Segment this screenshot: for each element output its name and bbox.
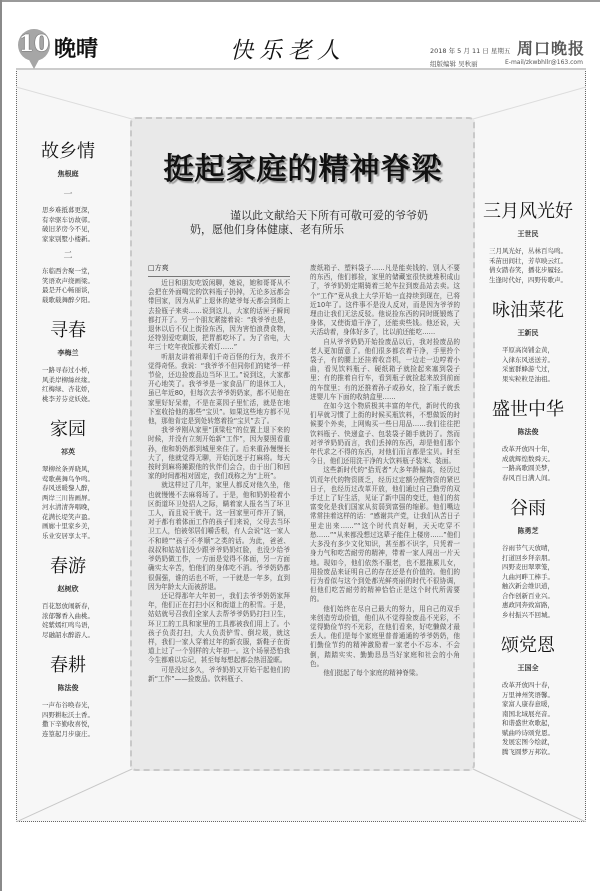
poem-author: 王世民 [517,230,539,238]
article-headline: 挺起家庭的精神脊梁 [163,152,443,187]
poem-title: 盛世中华 [492,399,564,420]
poem [478,398,578,483]
article-paragraph: 听朋友讲着祖辈们千奇百怪的行为，我并不觉得奇怪。我说：“我爷爷不但同你们的姥爷一样节俭，还边捡废品边当环卫工。”说到这，大家都开心地笑了。我爷爷是一家食品厂的退休工人，虽已年近80，但每次去爷爷奶奶家，都不见他在家里好好呆着，不是在菜园子里忙活，就是在地下室收拾他的那些“宝贝”。如果这些地方都不见他，那他肯定是到处转悠着捡“宝贝”去了。 [148,352,290,426]
poem-title: 春游 [50,556,86,577]
poem-line: 画廊十里家乡美， [42,522,94,530]
poem-title: 三月风光好 [483,201,573,222]
poem-title: 故乡情 [41,141,95,162]
poem-line: 惠政同奔致富路， [502,601,554,609]
poem-line: 改革开放四十年， [502,445,554,453]
poem-line: 两岸三川皆画屏。 [42,493,94,502]
poem-line: 尽融韶水醉游人。 [42,630,94,639]
poem-line: 春风百日满人间。 [502,473,554,482]
poem-line: 春风送暖黎人醉， [42,484,94,492]
article-paragraph: 近日和朋友吃饭闲聊，她说，她和哥哥从不会把在外面喝完的饮料瓶子扔掉，无论多远都会带回家，因为从矿上退休的姥爷每天都会到街上去捡瓶子来卖……说到这儿，大家的话匣子瞬间都打开了。另一个朋友紧接着说：“我爷爷也是，退休以后不仅上街捡东西，因为害怕浪费食物，还特别爱吃剩饭，把胃都吃坏了。为了省电，大年三十吃年夜饭都关着灯……” [148,279,290,352]
issue-date: 2018 年 5 月 11 日 星期五 [430,47,511,55]
poem [22,555,114,640]
poem-line: 百花怒放闹新春， [42,602,94,610]
section-name: 晚晴 [54,36,99,62]
article-paragraph: 还记得那年大年初一，我们去爷爷奶奶家拜年，他们正在打扫小区和街道上的积雪。于是，姑姑就号召我们全家人去帮爷爷奶奶打扫卫生，环卫工的工具和家里的工具都被我们用上了。小孩子负责打扫，大人负责铲雪、倒垃圾，就这样，我们一家人穿着过年的新衣服，新鞋子在街道上过了一个别样的大年初一。这个场景恐怕我今生都难以忘记，甚至每每想起都会热泪盈眶。 [148,591,290,665]
poem-line: 合作创新百业兴。 [502,591,554,600]
poem-line: 四野麦田翠翠笼， [502,563,554,571]
poem-line: 腾飞圆梦万邦钦。 [502,747,554,756]
poem-line: 思乡难抵暮更深， [42,206,94,214]
poem-part-number: 二 [63,251,73,261]
feature-article [130,117,475,771]
article-paragraph: 我爷爷刚从家里“顶梁柱”的位置上退下来的时候，并没有立刻开始新“工作”，因为要照看重孙，他和奶奶都到城里来住了。后来重孙慢慢长大了，他就觉得无聊，开始沉迷于打麻将。每天按时到麻将摊跟他的伙伴们会合，由于出门和回家的时间都相对固定，我们戏称之为“上班”。 [148,426,290,481]
poem-line: 莺歌燕舞鸟争鸣。 [42,474,94,483]
poem-line: 花满长堤笑声盈。 [42,512,94,521]
poem-line: 成就辉煌数舜天。 [502,454,554,463]
poem-line: 风柔岸柳絲丝缘。 [42,375,94,384]
poem-author: 陈法俊 [57,684,79,692]
poem-line: 万里神州笑语馨。 [502,690,554,699]
poem-line: 一声布谷唤春光， [42,701,94,709]
poem-line: 破旧茅房今不见， [42,225,94,233]
left-border [0,0,2,891]
poem-line: 一路寻春过小桥， [42,366,94,374]
poem [22,418,114,541]
poem-title: 春耕 [50,655,86,676]
poem-line: 浓郁馨香入曲桃。 [42,611,94,620]
poem-line: 谷雨节气天放晴， [502,544,554,552]
poem-line: 九曲河畔工棒手。 [502,572,554,581]
poem-line: 倩女踏春笑，播花步履轻。 [489,266,567,274]
poem-line: 连篁起月步康庄。 [42,729,94,738]
poem-title: 谷雨 [510,498,546,519]
poem-line: 撒下辛勤收喜悦， [42,720,94,728]
article-paragraph: 就这样过了几年，家里人都反对他久坐，他也就慢慢不去麻将场了。于是，他和奶奶检着小区街道环卫处招人之际，瞒着家人报名当了环卫工人，而且说干就干。这一回家里可炸开了锅，对于都有着体面工作的孩子们来说，父母去当环卫工人，怕被邻居们嚼舌根，有人会说“这一家人不和睦”“孩子不孝顺”之类的话。为此，爸爸、叔叔和姑姑们没少跟爷爷奶奶红脸，也没少给爷爷奶奶做工作，一方面是觉得不体面，另一方面确实太辛苦，怕他们的身体吃不消。爷爷奶奶都很倔强，谁的话也不听，一干就是一年多，直到因为年龄太大而被辞退。 [148,481,290,591]
poem-line: 改革开放四十春， [502,681,554,689]
poem-line: 生逢时代好，四野传歌声。 [489,275,567,284]
poem-line: 赋曲吟诗颂党恩。 [502,728,554,737]
poem-line: 载歌载舞醉夕阳。 [42,295,94,304]
newspaper-logo: 周口晚报 [517,39,586,58]
poem-line: 河水清清奔唱晚， [42,503,94,511]
poem-line: 乡村振兴不回城。 [502,610,554,619]
article-paragraph: 他们挺起了每个家庭的精神脊梁。 [323,668,423,677]
poem [478,634,578,757]
poem-line: 触次新会维识道， [502,582,554,590]
poem-line: 禾苗田间壮，芳草映云红。 [489,256,567,265]
article-paragraph: 自从爷爷奶奶开始捡废品以后，我对捡废品的老人更加留意了。他们很多都衣着干净，手里拎个袋子，有的腰上还挂着收音机，一边走一边哼着小曲，看见饮料瓶子、硬纸箱子就捡起来塞到袋子里；有的推着自行车，看到瓶子就捡起来放到前面的车筐里；有的还推着孙子或孙女，捡了瓶子就丢进婴儿车下面的收纳盒里…… [310,337,460,401]
poem-title: 颂党恩 [501,635,555,656]
poem-line: 果实粒粒是油祖。 [502,374,554,383]
poem-line: 姹紫嫣红鸣鸟语， [42,621,94,629]
page-number: 10 [18,31,50,57]
poem-author: 李梅兰 [57,349,79,357]
poem-line: 一路高歌圆美梦， [502,464,554,472]
poem-author: 王新民 [517,329,539,337]
poem-line: 最是开心畅丽谈， [42,286,94,294]
layout-editor: 组版编辑 吴秋丽 [430,60,478,68]
article-paragraph: 废纸箱子、塑料袋子……凡是能卖钱的、别人不要的东西，他们都捡，家里的储藏室很快就堆积成山了，爷爷奶奶定期骑着三轮车拉到废品站去卖。这个“工作”竟从我上大学开始一直持续到现在，已将近10年了。这件事不是没人反对，而是因为爷爷的理由让我们无法反驳。他说捡东西的同时既锻炼了身体，又使街道干净了，还能卖些钱。他还说，天天活动着，身体好多了，比以前还能吃…… [310,264,460,337]
map-pin-icon [27,56,41,69]
poem-line: 家家别墅小楼新。 [42,234,94,243]
poem-line: 和谐盛世欢歌起， [502,719,554,727]
poem-line: 入律东风送送芳。 [502,355,554,364]
poem-part-number: 一 [63,190,73,200]
article-byline: □方爽 [148,263,290,277]
poem [22,140,114,305]
poem [478,299,578,384]
poem-line: 红梅绿、杏花娇， [42,385,94,393]
right-poems-column [478,200,578,771]
poem-line: 东临西舍聚一堂， [42,267,94,275]
poem-line: 三月风光好，丛林百鸟鸣。 [489,247,567,255]
poem-line: 平原高岗铺金黄， [502,346,554,354]
article-column-2 [310,264,460,759]
poem [478,200,578,285]
article-paragraph: 在如今这个物质极其丰富的年代，新时代的我们早就习惯了上街的时候买瓶饮料，不想做饭的时候要个外卖，上网购买一些日用品……我们往往把饮料瓶子、快递盒子、包装袋子随手就扔了。然而对爷爷奶奶而言，我们丢掉的东西，却是他们那个年代求之不得的东西，对他们而言都是宝贝。时至今日，他们还用洗干净的大饮料瓶子装米、装面。 [310,402,460,466]
article-subtitle: 谨以此文献给天下所有可敬可爱的爷爷奶奶，愿他们身体健康、老有所乐 [190,209,428,236]
poem-line: 翠柳丝条弄晓风， [42,465,94,473]
top-border [0,0,600,2]
poem-author: 王国全 [517,664,539,672]
poem-line: 有幸驱车访故邨。 [42,215,94,224]
poem-author: 赵树欣 [57,585,79,593]
poem [22,654,114,739]
poem-line: 南国北域展亮音。 [502,709,554,718]
poem-line: 四野耕耘沃土香。 [42,710,94,719]
article-paragraph: 可是没过多久，爷爷奶奶又开始干起他们的新“工作”——捡废品。饮料瓶子、 [148,665,290,683]
article-paragraph: 他们始终在尽自己最大的努力，用自己的双手来创造劳动价值，他们从不觉得捡废品不光彩，不觉得勤俭节约不光彩，在他们看来，好吃懒做才最丢人。他们是每个家庭里普普通通的爷爷奶奶，他们勤俭节约的精神激励着一家老小不忘本、不会倒，踏踏实实、勤勤恳恳当好家庭和社会的小角色。 [310,604,460,668]
poem-line: 打道回乡拜亲朋。 [502,553,554,562]
poem-line: 乐业安居享太平。 [42,531,94,540]
poem-title: 家园 [50,419,86,440]
contact-email: E-mail/zkwbhllr@163.com [505,59,583,66]
poem-line: 桃李芳芬竞妖娆。 [42,394,94,403]
poem-author: 陈法俊 [517,428,539,436]
left-poems-column [22,140,114,753]
poem-author: 祁英 [61,448,75,456]
poem-line: 发展宏图今绘就， [502,738,554,746]
poem [22,319,114,404]
poem [478,497,578,620]
poem-line: 家富人康春意暖， [502,700,554,708]
poem-line: 采蜜群蜂游弋过， [502,365,554,373]
poem-title: 咏油菜花 [492,300,564,321]
poem-author: 焦根庭 [57,170,79,178]
poem-line: 笑语欢声绕画梁。 [42,276,94,285]
article-paragraph: 这些新时代的“拾荒者”大多年龄偏高，经历过饥荒年代的物资匮乏，经历过定额分配物资的紧巴日子，也经历过改革开放，他们通过自己勤劳的双手过上了好生活，见证了新中国的变迁，他们的贫富变化是我们国家从贫弱到富强的缩影。他们嘴边常常挂着这样的话：“感谢共产党，让我们从苦日子里走出来……”“这个时代真好啊，天天吃穿不愁……”“从来都没想过这辈子能住上楼房……”他们大多没有多少文化知识，甚至都不识字，只凭着一身力气和吃苦耐劳的精神，带着一家人闯出一片天地。现如今，他们依然不服老，也不愿拖累儿女，用捡废品来证明自己的存在还是有价值的。他们的行为看似与这个到处都光鲜亮丽的时代不很协调，但他们吃苦耐劳的精神恰恰正是这个时代所需要的。 [310,466,460,604]
column-title: 快乐老人 [230,38,346,64]
article-column-1 [148,279,290,759]
poem-author: 陈勇芝 [517,527,539,535]
poem-title: 寻春 [50,320,86,341]
